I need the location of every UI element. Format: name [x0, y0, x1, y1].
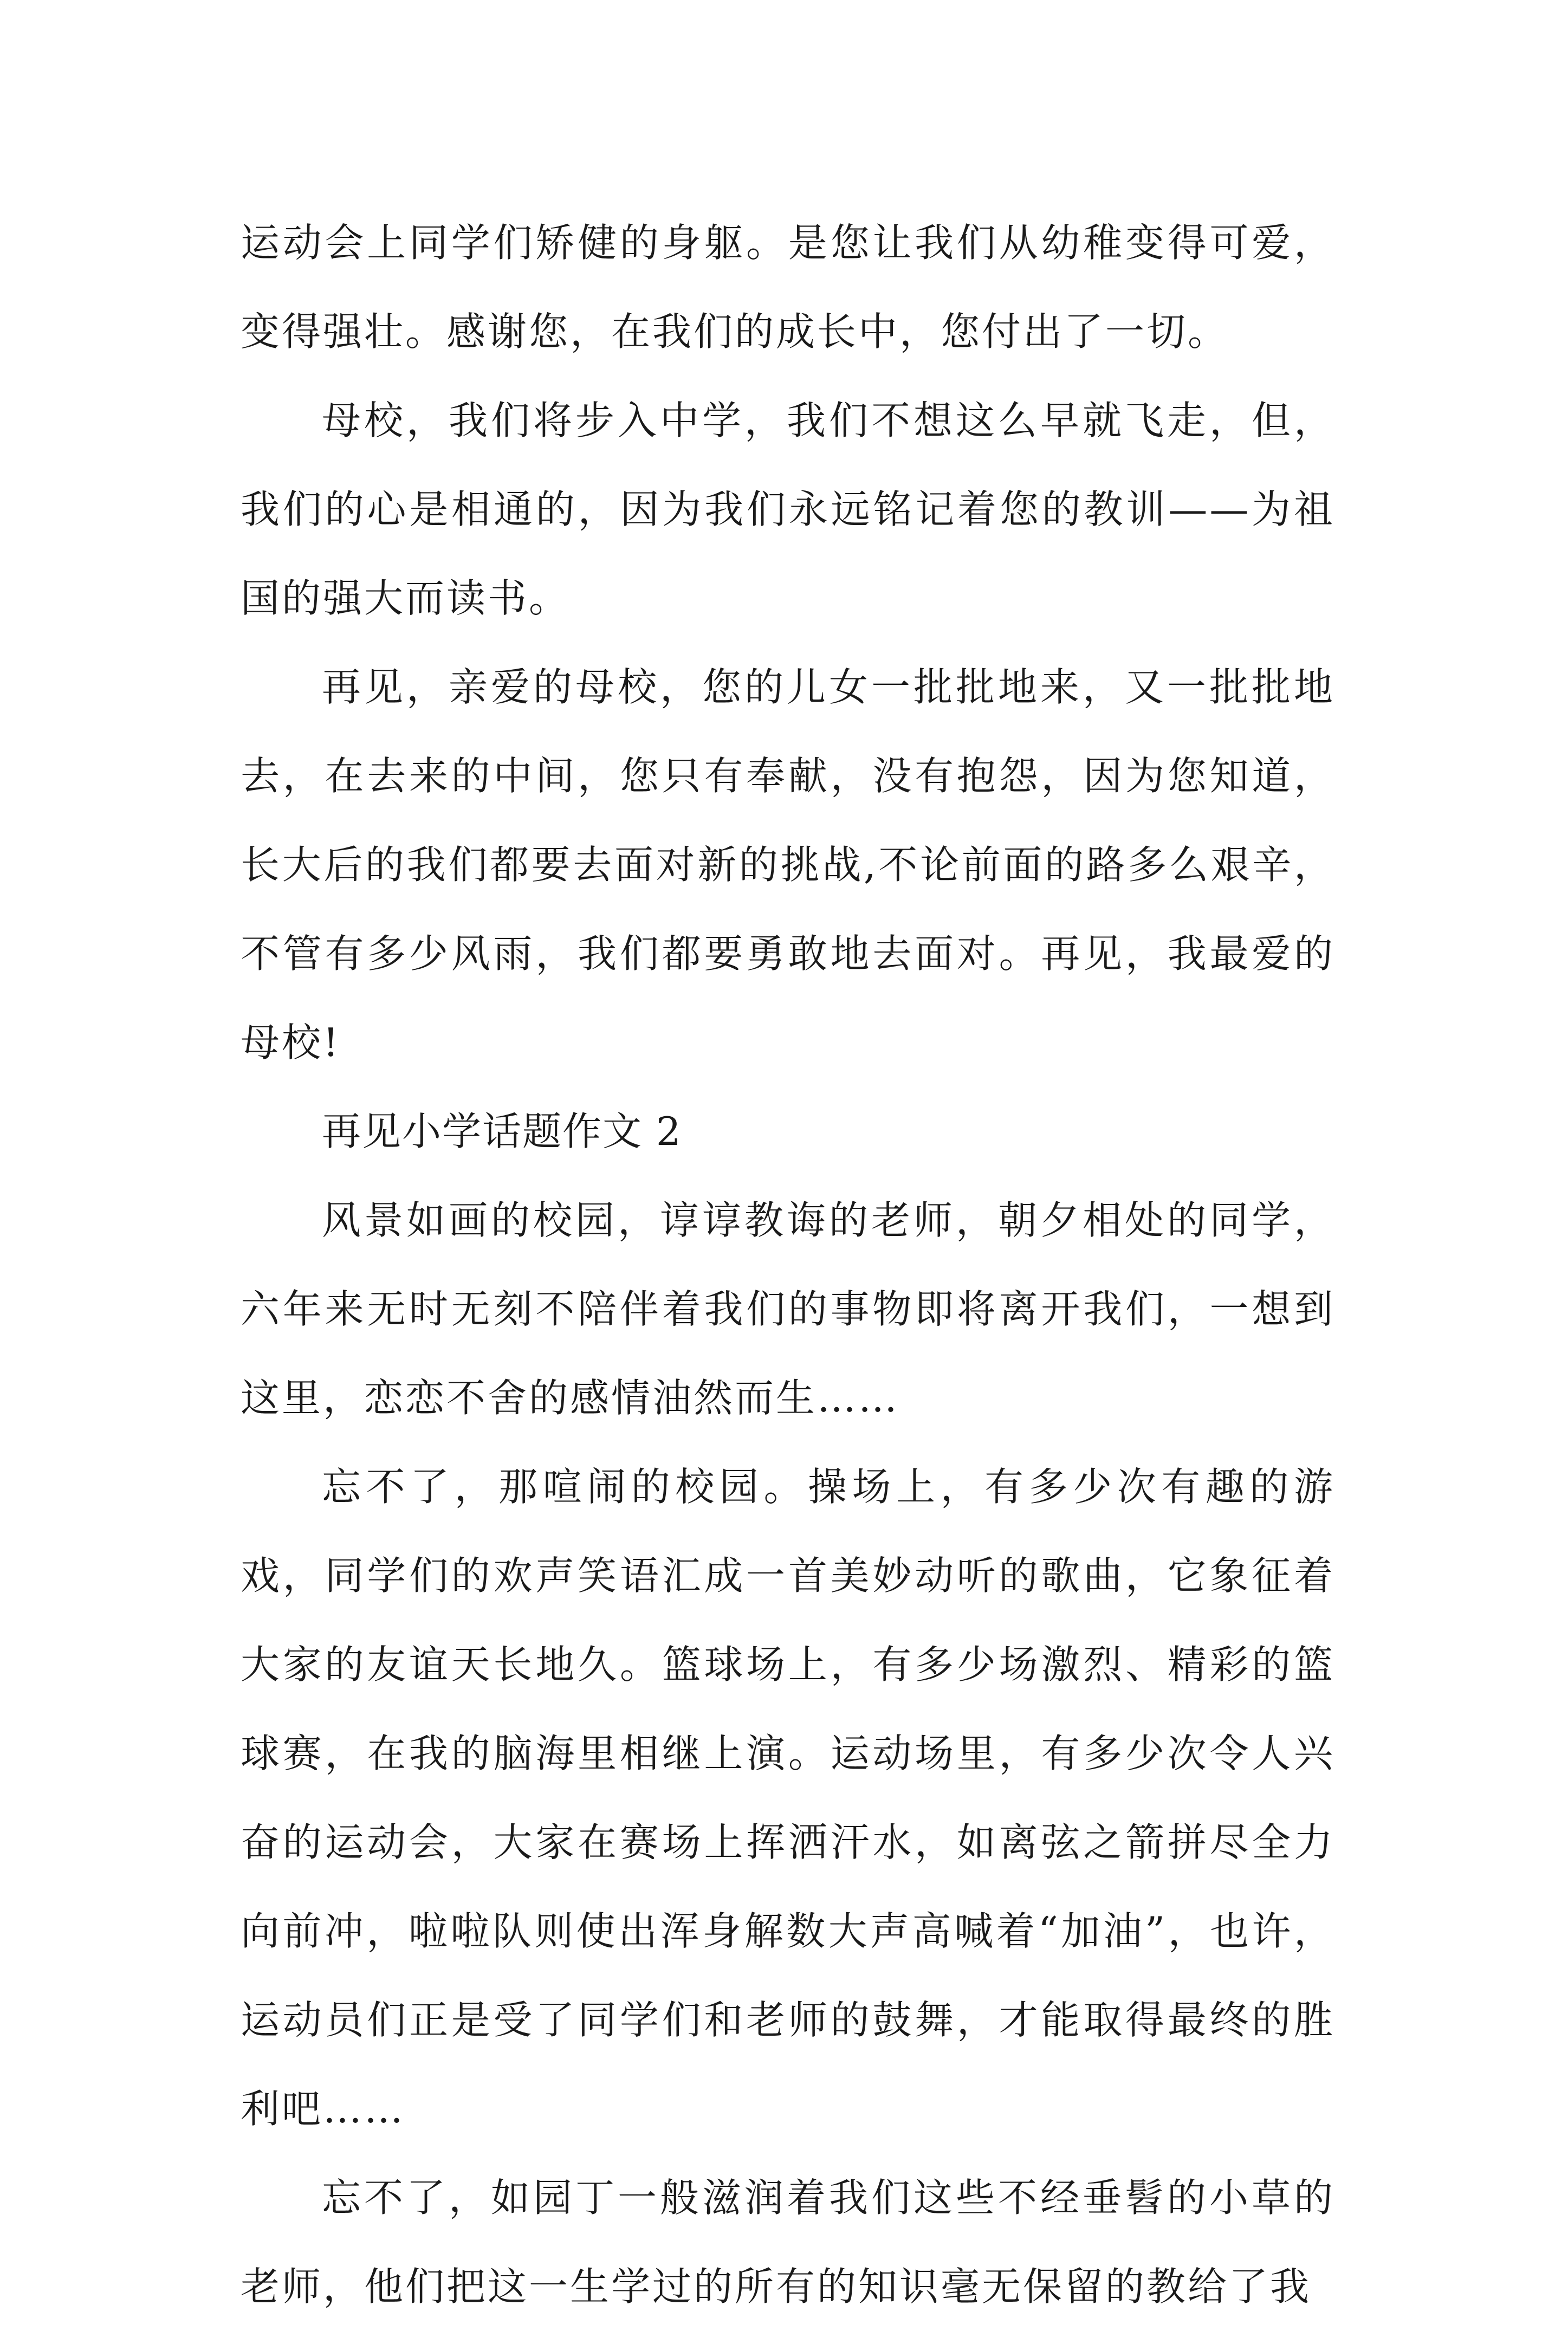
- paragraph-1: 运动会上同学们矫健的身躯。是您让我们从幼稚变得可爱，变得强壮。感谢您，在我们的成长中，您付出了一切。: [241, 220, 1335, 354]
- paragraph-6: 忘不了，那喧闹的校园。操场上，有多少次有趣的游戏，同学们的欢声笑语汇成一首美妙动听的歌曲，它象征着大家的友谊天长地久。篮球场上，有多少场激烈、精彩的篮球赛，在我的脑海里相继上演。运动场里，有多少次令人兴奋的运动会，大家在赛场上挥洒汗水，如离弦之箭拼尽全力向前冲，啦啦队则使出浑身解数大声高喊着“加油”，也许，运动员们正是受了同学们和老师的鼓舞，才能取得最终的胜利吧……: [241, 1464, 1335, 2132]
- paragraph-7: 忘不了，如园丁一般滋润着我们这些不经垂髫的小草的老师，他们把这一生学过的所有的知识毫无保留的教给了我: [241, 2175, 1335, 2309]
- paragraph-3: 再见，亲爱的母校，您的儿女一批批地来，又一批批地去，在去来的中间，您只有奉献，没有抱怨，因为您知道，长大后的我们都要去面对新的挑战,不论前面的路多么艰辛，不管有多少风雨，我们都要勇敢地去面对。再见，我最爱的母校!: [241, 664, 1335, 1065]
- paragraph-2: 母校，我们将步入中学，我们不想这么早就飞走，但，我们的心是相通的，因为我们永远铭记着您的教训——为祖国的强大而读书。: [241, 398, 1335, 621]
- section-heading: 再见小学话题作文 2: [322, 1109, 682, 1154]
- document-body: [241, 198, 1335, 2331]
- paragraph-5: 风景如画的校园，谆谆教诲的老师，朝夕相处的同学，六年来无时无刻不陪伴着我们的事物即将离开我们，一想到这里，恋恋不舍的感情油然而生……: [241, 1197, 1335, 1421]
